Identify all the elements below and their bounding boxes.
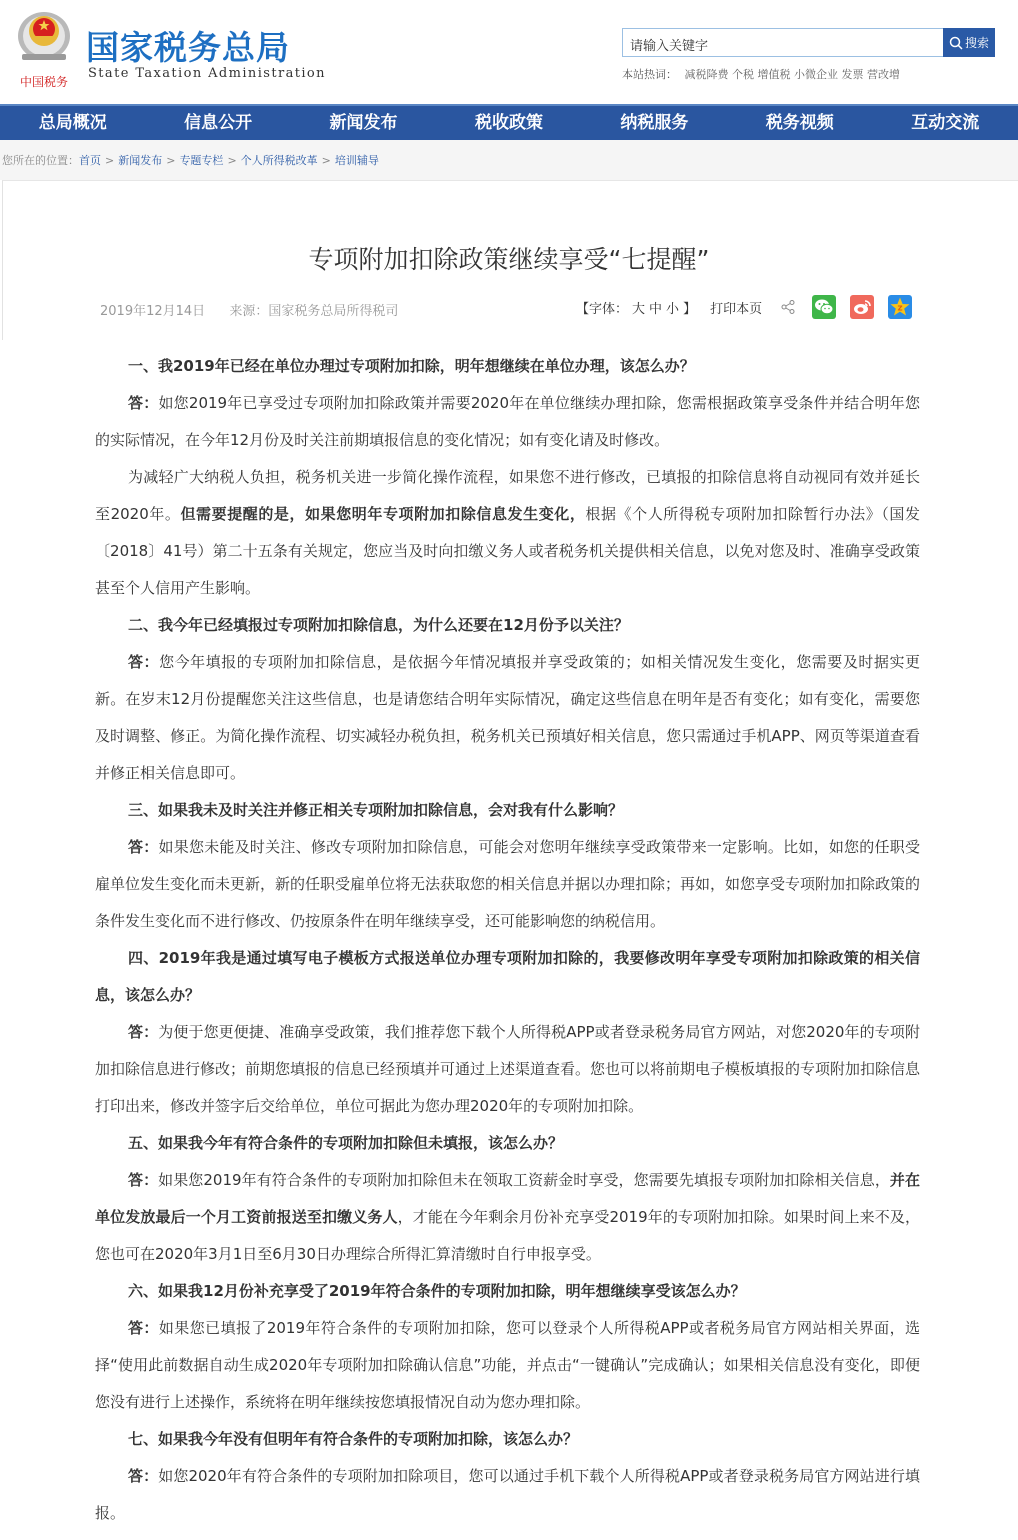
breadcrumb-topics[interactable]: 专题专栏 (179, 154, 224, 167)
nav-item-info-disclosure[interactable]: 信息公开 (184, 113, 253, 133)
answer-6 (95, 1310, 920, 1421)
breadcrumb-label: 您所在的位置： (2, 154, 79, 167)
site-title-cn[interactable]: 国家税务总局 (86, 28, 290, 67)
answer-lead: 答： (128, 1467, 159, 1485)
question-5: 五、如果我今年有符合条件的专项附加扣除但未填报，该怎么办？ (128, 1134, 564, 1152)
font-size-small[interactable]: 小 (666, 301, 680, 317)
answer-lead: 答： (128, 1023, 159, 1041)
emblem-logo-icon[interactable] (12, 6, 76, 94)
answer-text: 您今年填报的专项附加扣除信息，是依据今年情况填报并享受政策的；如相关情况发生变化，您需要及时据实更新。在岁末12月份提醒您关注这些信息，也是请您结合明年实际情况，确定这些信息在明年是否有变化；如有变化，需要您及时调整、修正。为简化操作流程、切实减轻办税负担，税务机关已预填好相关信息，您只需通过手机APP、网页等渠道查看并修正相关信息即可。 (95, 653, 920, 782)
font-size-switcher (574, 298, 698, 317)
answer-1-continued (95, 459, 920, 607)
answer-5 (95, 1162, 920, 1273)
hot-words (622, 66, 900, 82)
breadcrumb-separator: > (166, 154, 176, 167)
question-2: 二、我今年已经填报过专项附加扣除信息，为什么还要在12月份予以关注？ (128, 616, 629, 634)
answer-2 (95, 644, 920, 792)
hot-word[interactable]: 减税降费 (684, 68, 729, 81)
main-nav (0, 104, 1018, 140)
breadcrumb-iit-reform[interactable]: 个人所得税改革 (240, 154, 318, 167)
answer-text: 如果您未能及时关注、修改专项附加扣除信息，可能会对您明年继续享受政策带来一定影响。比如，如您的任职受雇单位发生变化而未更新，新的任职受雇单位将无法获取您的相关信息并据以办理扣除；再如，如您享受专项附加扣除政策的条件发生变化而不进行修改、仍按原条件在明年继续享受，还可能影响您的纳税信用。 (95, 838, 921, 930)
hot-word[interactable]: 增值税 (757, 68, 791, 81)
answer-lead: 答： (128, 653, 160, 671)
nav-item-taxpayer-service[interactable]: 纳税服务 (620, 113, 689, 133)
hot-word[interactable]: 个税 (732, 68, 754, 81)
hot-word[interactable]: 小微企业 (794, 68, 838, 81)
hot-word[interactable]: 营改增 (867, 68, 900, 81)
breadcrumb (2, 152, 379, 168)
question-4: 四、2019年我是通过填写电子模板方式报送单位办理专项附加扣除的，我要修改明年享受专项附加扣除政策的相关信息，该怎么办？ (95, 949, 920, 1004)
question-1: 一、我2019年已经在单位办理过专项附加扣除，明年想继续在单位办理，该怎么办？ (128, 357, 695, 375)
answer-3 (95, 829, 920, 940)
answer-lead: 答： (128, 394, 159, 412)
answer-lead: 答： (128, 1319, 159, 1337)
question-7: 七、如果我今年没有但明年有符合条件的专项附加扣除，该怎么办？ (128, 1430, 579, 1448)
search-icon (949, 36, 963, 50)
site-header (0, 0, 1018, 104)
article-body (95, 348, 920, 1532)
answer-text: 如您2019年已享受过专项附加扣除政策并需要2020年在单位继续办理扣除，您需根据政策享受条件并结合明年您的实际情况，在今年12月份及时关注前期填报信息的变化情况；如有变化请及时修改。 (95, 394, 920, 449)
answer-7 (95, 1458, 920, 1532)
hot-words-label: 本站热词： (622, 68, 677, 81)
article-source: 来源：国家税务总局所得税司 (229, 304, 399, 319)
svg-text:中国税务: 中国税务 (19, 75, 69, 89)
breadcrumb-news[interactable]: 新闻发布 (118, 154, 163, 167)
search-button-label: 搜索 (964, 36, 989, 50)
answer-1 (95, 385, 920, 459)
answer-text: 为便于您更便捷、准确享受政策，我们推荐您下载个人所得税APP或者登录税务局官方网站，对您2020年的专项附加扣除信息进行修改；前期您填报的信息已经预填并可通过上述渠道查看。您也可以将前期电子模板填报的专项附加扣除信息打印出来，修改并签字后交给单位，单位可据此为您办理2020年的专项附加扣除。 (95, 1023, 921, 1115)
font-size-large[interactable]: 大 (632, 301, 646, 317)
breadcrumb-bar (0, 140, 1018, 180)
breadcrumb-training[interactable]: 培训辅导 (334, 154, 379, 167)
article-meta (100, 300, 398, 319)
print-button[interactable]: 打印本页 (710, 301, 763, 317)
wechat-icon[interactable] (812, 295, 836, 319)
answer-text: ，才能在今年剩余月份补充享受2019年的专项附加扣除。如果时间上来不及，您也可在2020年3月1日至6月30日办理综合所得汇算清缴时自行申报享受。 (95, 1208, 920, 1263)
answer-text: 根据《个人所得税专项附加扣除暂行办法》（国发〔2018〕41号）第二十五条有关规定，您应当及时向扣缴义务人或者税务机关提供相关信息，以免对您及时、准确享受政策甚至个人信用产生影响。 (95, 505, 920, 597)
answer-text: 如果您2019年有符合条件的专项附加扣除但未在领取工资薪金时享受，您需要先填报专项附加扣除相关信息， (158, 1171, 890, 1189)
search-input[interactable]: 请输入关键字 (622, 28, 944, 57)
question-6: 六、如果我12月份补充享受了2019年符合条件的专项附加扣除，明年想继续享受该怎么办？ (128, 1282, 746, 1300)
hot-word[interactable]: 发票 (841, 68, 864, 81)
answer-text: 如您2020年有符合条件的专项附加扣除项目，您可以通过手机下载个人所得税APP或者登录税务局官方网站进行填报。 (95, 1467, 920, 1522)
question-3: 三、如果我未及时关注并修正相关专项附加扣除信息，会对我有什么影响？ (128, 801, 624, 819)
svg-text:Z: Z (897, 304, 903, 313)
answer-lead: 答： (128, 838, 159, 856)
answer-emphasis: 并在单位发放最后一个月工资前报送至扣缴义务人 (95, 1171, 920, 1226)
nav-item-tax-policy[interactable]: 税收政策 (474, 113, 543, 133)
answer-text: 如果您已填报了2019年符合条件的专项附加扣除，您可以登录个人所得税APP或者税务局官方网站相关界面，选择“使用此前数据自动生成2020年专项附加扣除确认信息”功能，并点击“一键确认”完成确认；如果相关信息没有变化，即便您没有进行上述操作，系统将在明年继续按您填报情况自动为您办理扣除。 (95, 1319, 920, 1411)
breadcrumb-separator: > (227, 154, 237, 167)
answer-lead: 答： (128, 1171, 159, 1189)
font-label: 【字体： (576, 301, 629, 317)
font-label-close: 】 (683, 301, 697, 317)
share-icon[interactable] (780, 299, 796, 315)
font-size-medium[interactable]: 中 (649, 301, 663, 317)
nav-item-news[interactable]: 新闻发布 (329, 113, 398, 133)
search-button[interactable] (943, 28, 995, 57)
breadcrumb-home[interactable]: 首页 (79, 154, 101, 167)
nav-item-tax-video[interactable]: 税务视频 (765, 113, 834, 133)
answer-emphasis: 但需要提醒的是，如果您明年专项附加扣除信息发生变化， (180, 505, 586, 523)
answer-text: 为减轻广大纳税人负担，税务机关进一步简化操作流程，如果您不进行修改，已填报的扣除信息将自动视同有效并延长至2020年。 (95, 468, 920, 523)
site-title-en: State Taxation Administration (88, 66, 326, 81)
weibo-icon[interactable] (850, 295, 874, 319)
breadcrumb-separator: > (105, 154, 115, 167)
breadcrumb-separator: > (321, 154, 331, 167)
nav-item-overview[interactable]: 总局概况 (38, 113, 107, 133)
nav-item-interaction[interactable]: 互动交流 (911, 113, 980, 133)
article-tools (574, 294, 912, 320)
qzone-icon[interactable] (888, 295, 912, 319)
article-date: 2019年12月14日 (100, 304, 206, 319)
answer-4 (95, 1014, 920, 1125)
article-title: 专项附加扣除政策继续享受“七提醒” (308, 245, 710, 274)
